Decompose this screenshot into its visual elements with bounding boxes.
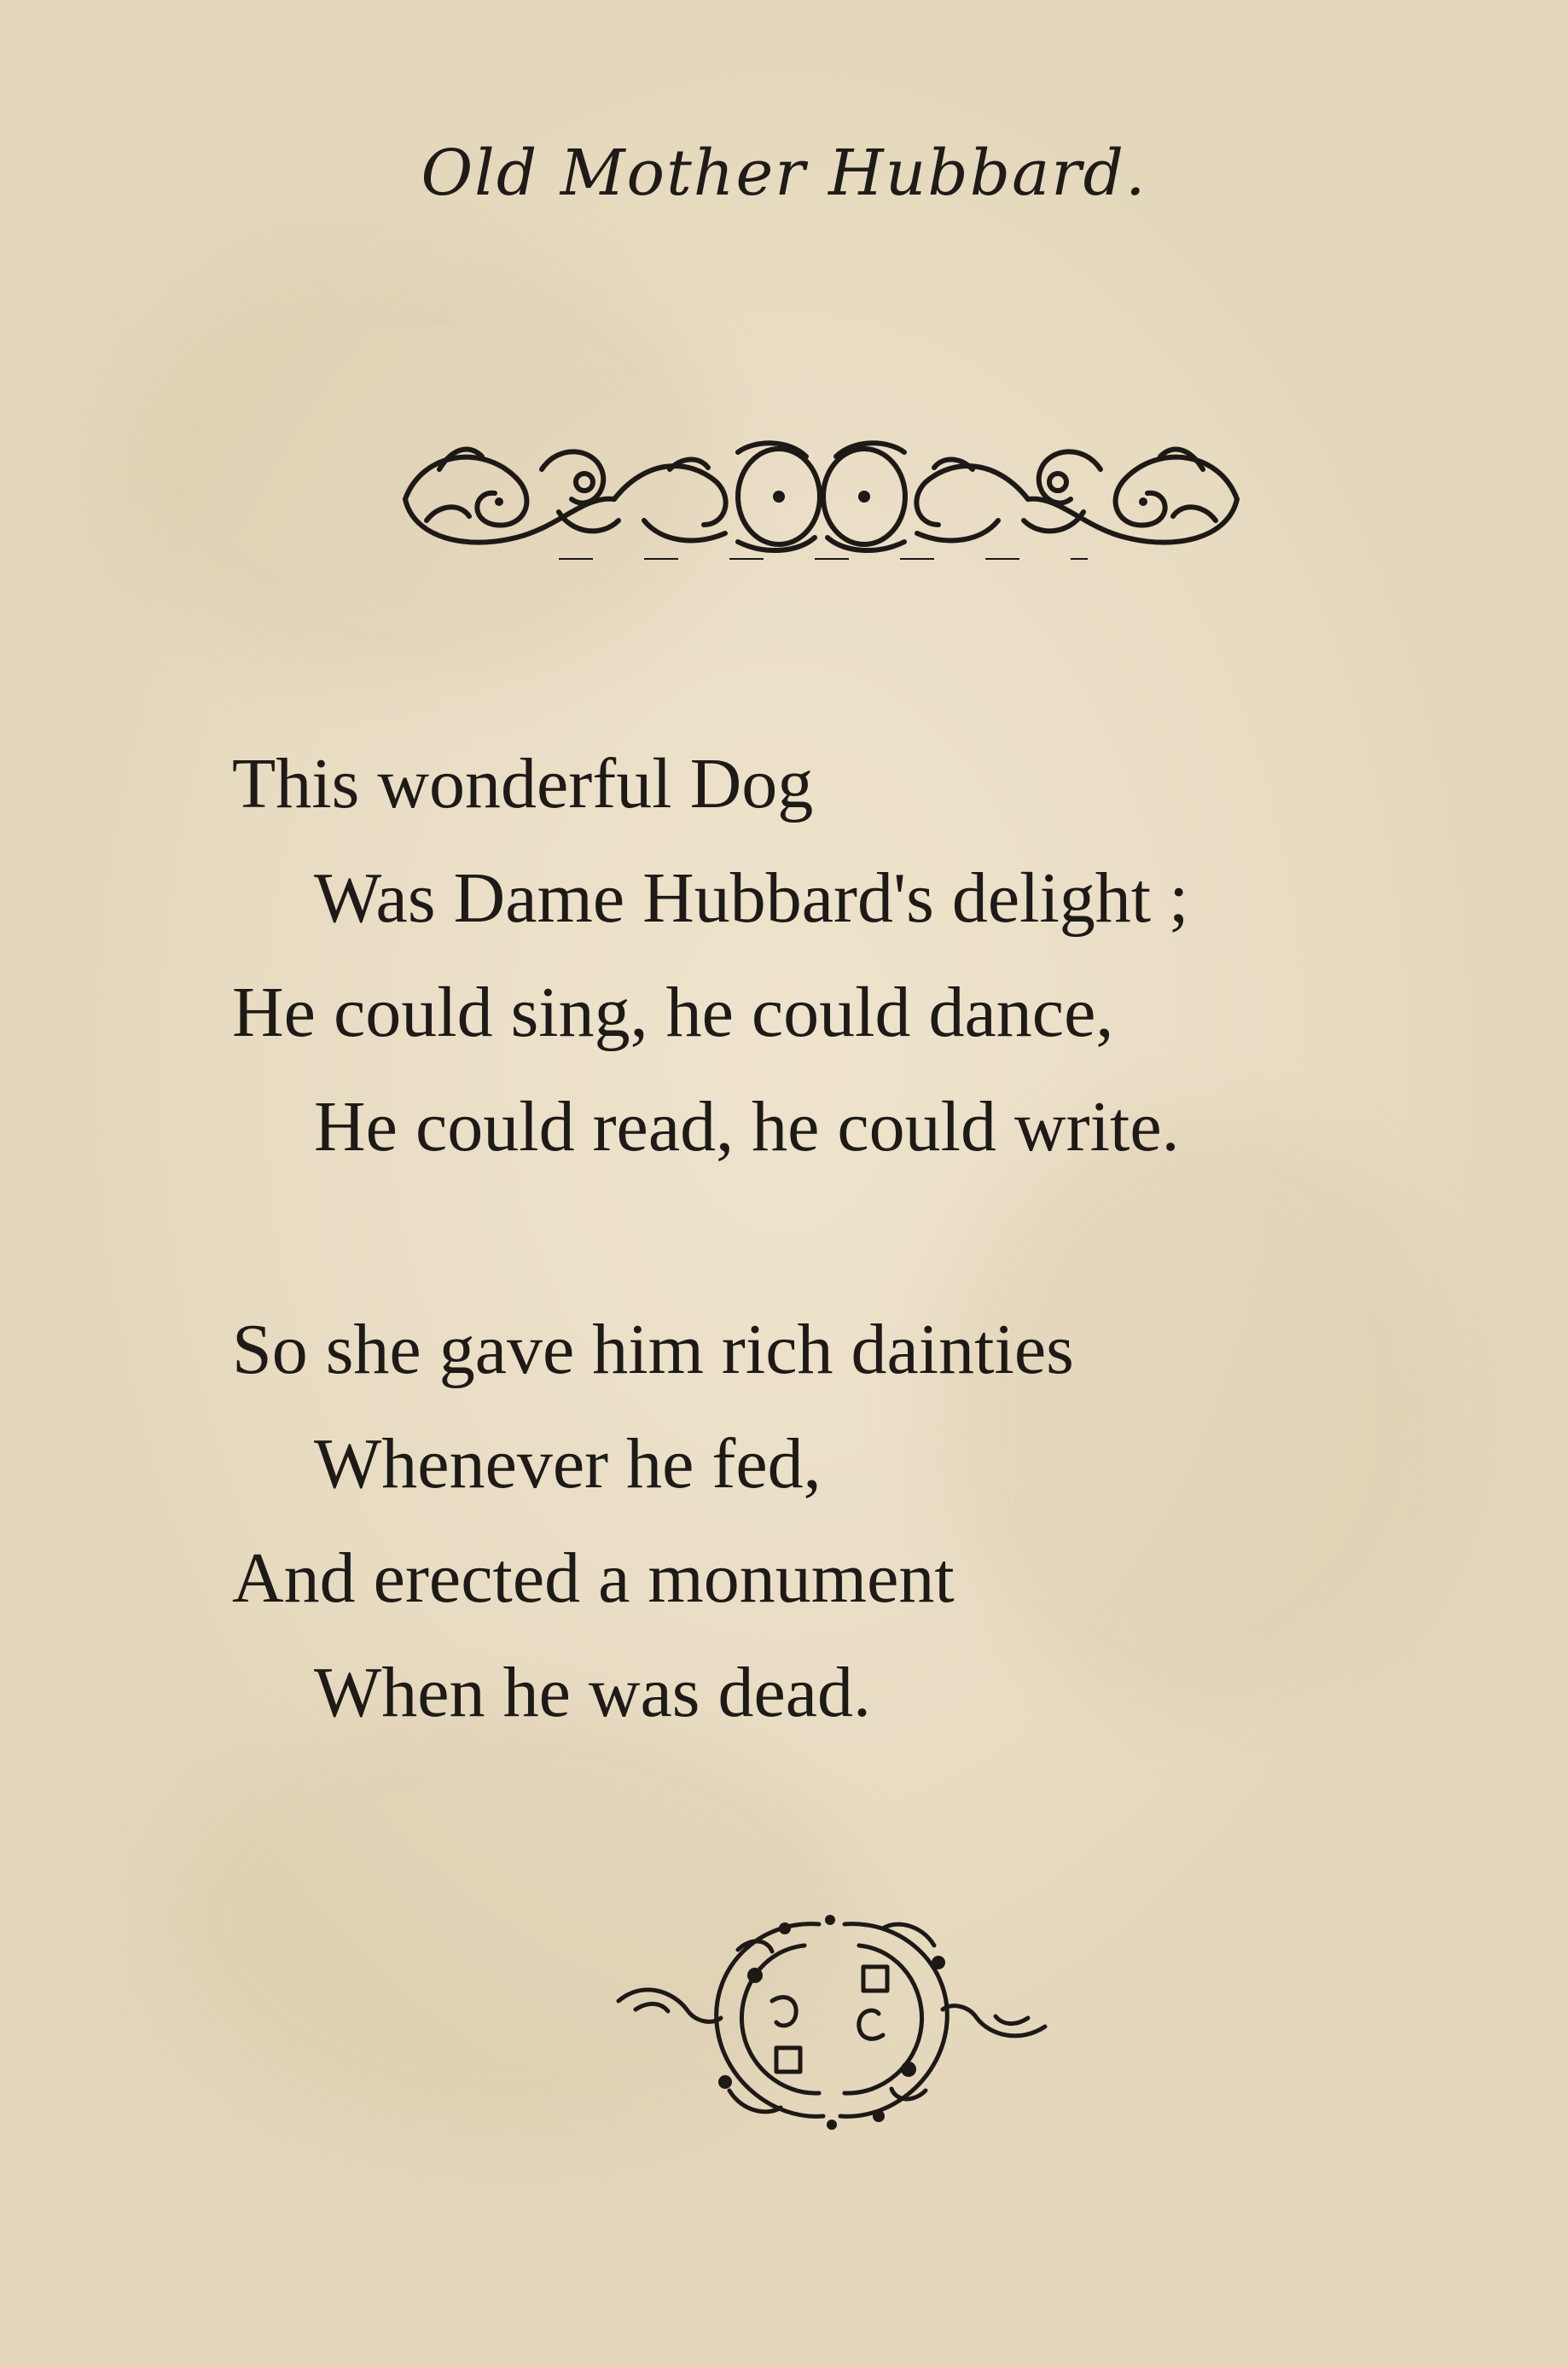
stanza-1 (232, 727, 1469, 1184)
verse-line: When he was dead. (314, 1653, 872, 1732)
verse-line: He could sing, he could dance, (232, 973, 1114, 1052)
stanza-2 (232, 1293, 1469, 1750)
tailpiece-ornament (610, 1899, 1054, 2146)
verse-line: So she gave him rich dainties (232, 1310, 1074, 1389)
page-title: Old Mother Hubbard. (421, 137, 1147, 210)
verse-line: And erected a monument (232, 1538, 955, 1618)
verse-line: This wonderful Dog (232, 744, 814, 823)
headpiece-ornament (388, 418, 1254, 563)
verse-line: He could read, he could write. (314, 1087, 1180, 1166)
verse-line: Was Dame Hubbard's delight ; (314, 858, 1189, 938)
verse-line: Whenever he fed, (314, 1424, 822, 1503)
